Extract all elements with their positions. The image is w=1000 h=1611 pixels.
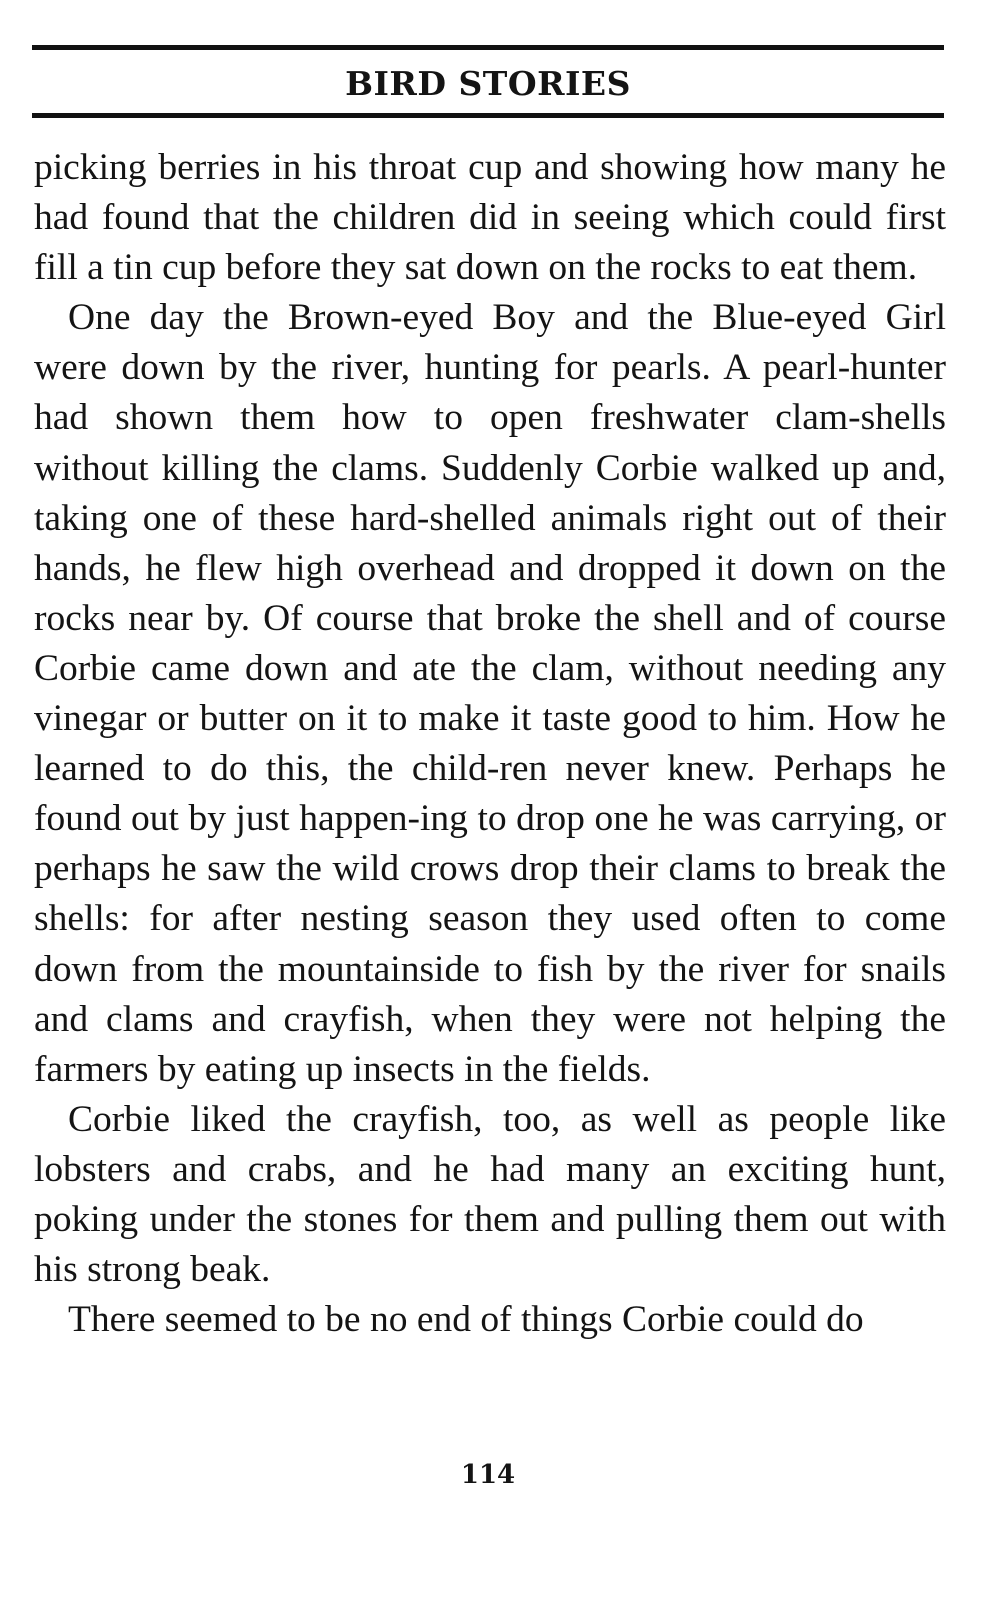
- header-top-rule: [32, 45, 944, 50]
- paragraph: There seemed to be no end of things Corbie could do: [68, 1299, 864, 1341]
- paragraph: Corbie liked the crayfish, too, as well as people like lobsters and crabs, and he had many an exciting hunt, poking under the stones for them and pulling them out with his strong beak.: [34, 1098, 946, 1291]
- header-bottom-rule: [32, 113, 944, 118]
- paragraph: One day the Brown-eyed Boy and the Blue-eyed Girl were down by the river, hunting for pearls. A pearl-hunter had shown them how to open freshwater clam-shells without killing the clams. Suddenly Corbie walked up and, taking one of these hard-shelled animals right out of their hands, he flew high overhead and dropped it down on the rocks near by. Of course that broke the shell and of course Corbie came down and ate the clam, without needing any vinegar or butter on it to make it taste good to him. How he learned to do this, the child-ren never knew. Perhaps he found out by just happen-ing to drop one he was carrying, or perhaps he saw the wild crows drop their clams to break the shells: for after nesting season they used often to come down from the mountainside to fish by the river for snails and clams and crayfish, when they were not helping the farmers by eating up insects in the fields.: [34, 297, 946, 1090]
- paragraph-continued: picking berries in his throat cup and showing how many he had found that the children did in seeing which could first fill a tin cup before they sat down on the rocks to eat them.: [34, 147, 946, 289]
- running-title: BIRD STORIES: [345, 64, 631, 103]
- page-number: 114: [460, 1460, 516, 1490]
- body-text: [34, 143, 946, 1345]
